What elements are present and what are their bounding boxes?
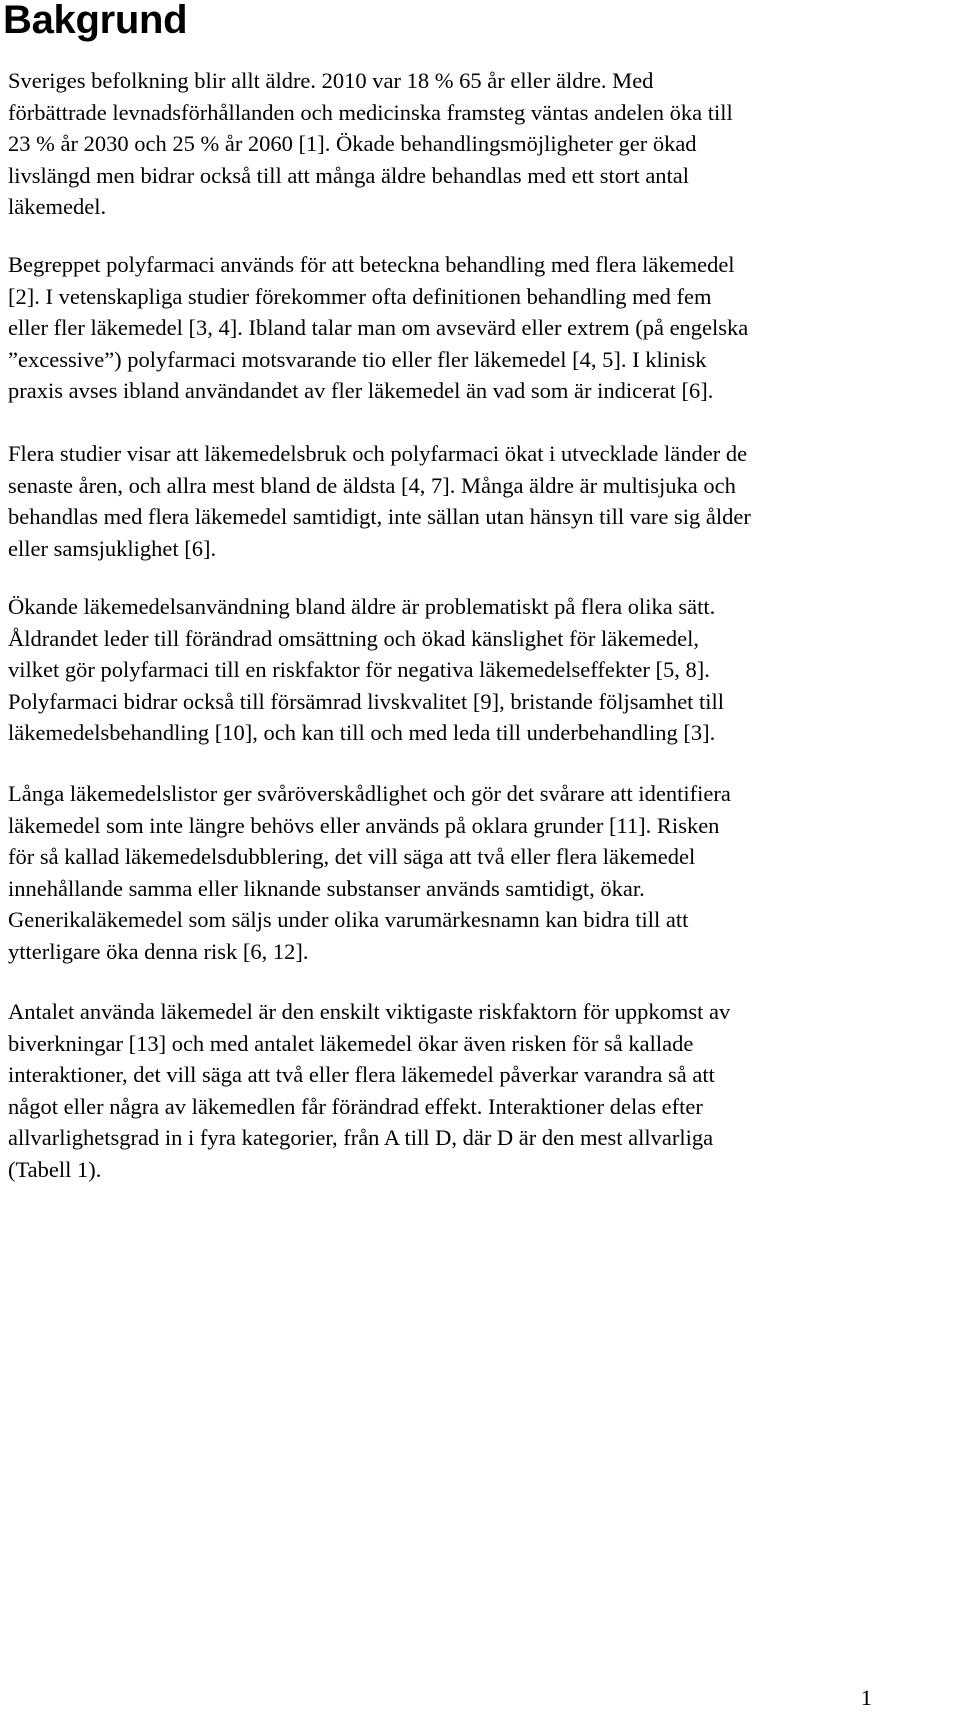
paragraph-line: livslängd men bidrar också till att många äldre behandlas med ett stort antal — [8, 162, 690, 188]
paragraph-problems — [8, 591, 948, 749]
paragraph-line: biverkningar [13] och med antalet läkemedel ökar även risken för så kallade — [8, 1030, 694, 1056]
paragraph-line: Långa läkemedelslistor ger svåröverskådlighet och gör det svårare att identifiera — [8, 781, 731, 806]
page-number: 1 — [860, 1685, 872, 1710]
paragraph-line: ”excessive”) polyfarmaci motsvarande tio eller fler läkemedel [4, 5]. I klinisk — [8, 346, 707, 372]
paragraph-line: eller samsjuklighet [6]. — [8, 535, 217, 561]
paragraph-line: läkemedel. — [8, 194, 107, 220]
paragraph-interactions — [8, 996, 948, 1186]
paragraph-line: ytterligare öka denna risk [6, 12]. — [8, 938, 309, 964]
paragraph-line: Antalet använda läkemedel är den enskilt viktigaste riskfaktorn för uppkomst av — [8, 999, 731, 1024]
paragraph-line: något eller några av läkemedlen får förändrad effekt. Interaktioner delas efter — [8, 1093, 703, 1119]
paragraph-line: innehållande samma eller liknande substanser används samtidigt, ökar. — [8, 875, 645, 901]
paragraph-line: Sveriges befolkning blir allt äldre. 2010 var 18 % 65 år eller äldre. Med — [8, 68, 654, 93]
paragraph-line: Flera studier visar att läkemedelsbruk och polyfarmaci ökat i utvecklade länder de — [8, 441, 748, 466]
paragraph-studies — [8, 438, 948, 564]
paragraph-line: Polyfarmaci bidrar också till försämrad livskvalitet [9], bristande följsamhet till — [8, 688, 725, 714]
paragraph-line: praxis avses ibland användandet av fler läkemedel än vad som är indicerat [6]. — [8, 378, 714, 404]
paragraph-line: 23 % år 2030 och 25 % år 2060 [1]. Ökade behandlingsmöjligheter ger ökad — [8, 131, 697, 157]
paragraph-line: Åldrandet leder till förändrad omsättning och ökad känslighet för läkemedel, — [8, 625, 700, 651]
paragraph-line: vilket gör polyfarmaci till en riskfaktor för negativa läkemedelseffekter [5, 8]. — [8, 657, 710, 683]
paragraph-line: allvarlighetsgrad in i fyra kategorier, från A till D, där D är den mest allvarliga — [8, 1125, 714, 1151]
paragraph-line: för så kallad läkemedelsdubblering, det vill säga att två eller flera läkemedel — [8, 844, 696, 870]
paragraph-line: Begreppet polyfarmaci används för att beteckna behandling med flera läkemedel — [8, 252, 735, 277]
paragraph-population-aging — [8, 65, 948, 223]
paragraph-line: Ökande läkemedelsanvändning bland äldre är problematiskt på flera olika sätt. — [8, 594, 716, 619]
paragraph-medication-lists — [8, 778, 948, 968]
section-heading: Bakgrund — [3, 0, 188, 42]
paragraph-line: behandlas med flera läkemedel samtidigt, inte sällan utan hänsyn till vare sig ålder — [8, 504, 751, 530]
paragraph-line: senaste åren, och allra mest bland de äldsta [4, 7]. Många äldre är multisjuka och — [8, 472, 736, 498]
paragraph-line: (Tabell 1). — [8, 1156, 102, 1182]
paragraph-line: förbättrade levnadsförhållanden och medicinska framsteg väntas andelen öka till — [8, 99, 733, 125]
paragraph-polyfarmaci-definition — [8, 249, 948, 407]
paragraph-line: läkemedelsbehandling [10], och kan till och med leda till underbehandling [3]. — [8, 720, 716, 746]
paragraph-line: eller fler läkemedel [3, 4]. Ibland talar man om avsevärd eller extrem (på engelska — [8, 315, 749, 341]
paragraph-line: Generikaläkemedel som säljs under olika varumärkesnamn kan bidra till att — [8, 907, 689, 933]
paragraph-line: läkemedel som inte längre behövs eller används på oklara grunder [11]. Risken — [8, 812, 720, 838]
paragraph-line: interaktioner, det vill säga att två eller flera läkemedel påverkar varandra så att — [8, 1062, 715, 1088]
paragraph-line: [2]. I vetenskapliga studier förekommer ofta definitionen behandling med fem — [8, 283, 712, 309]
